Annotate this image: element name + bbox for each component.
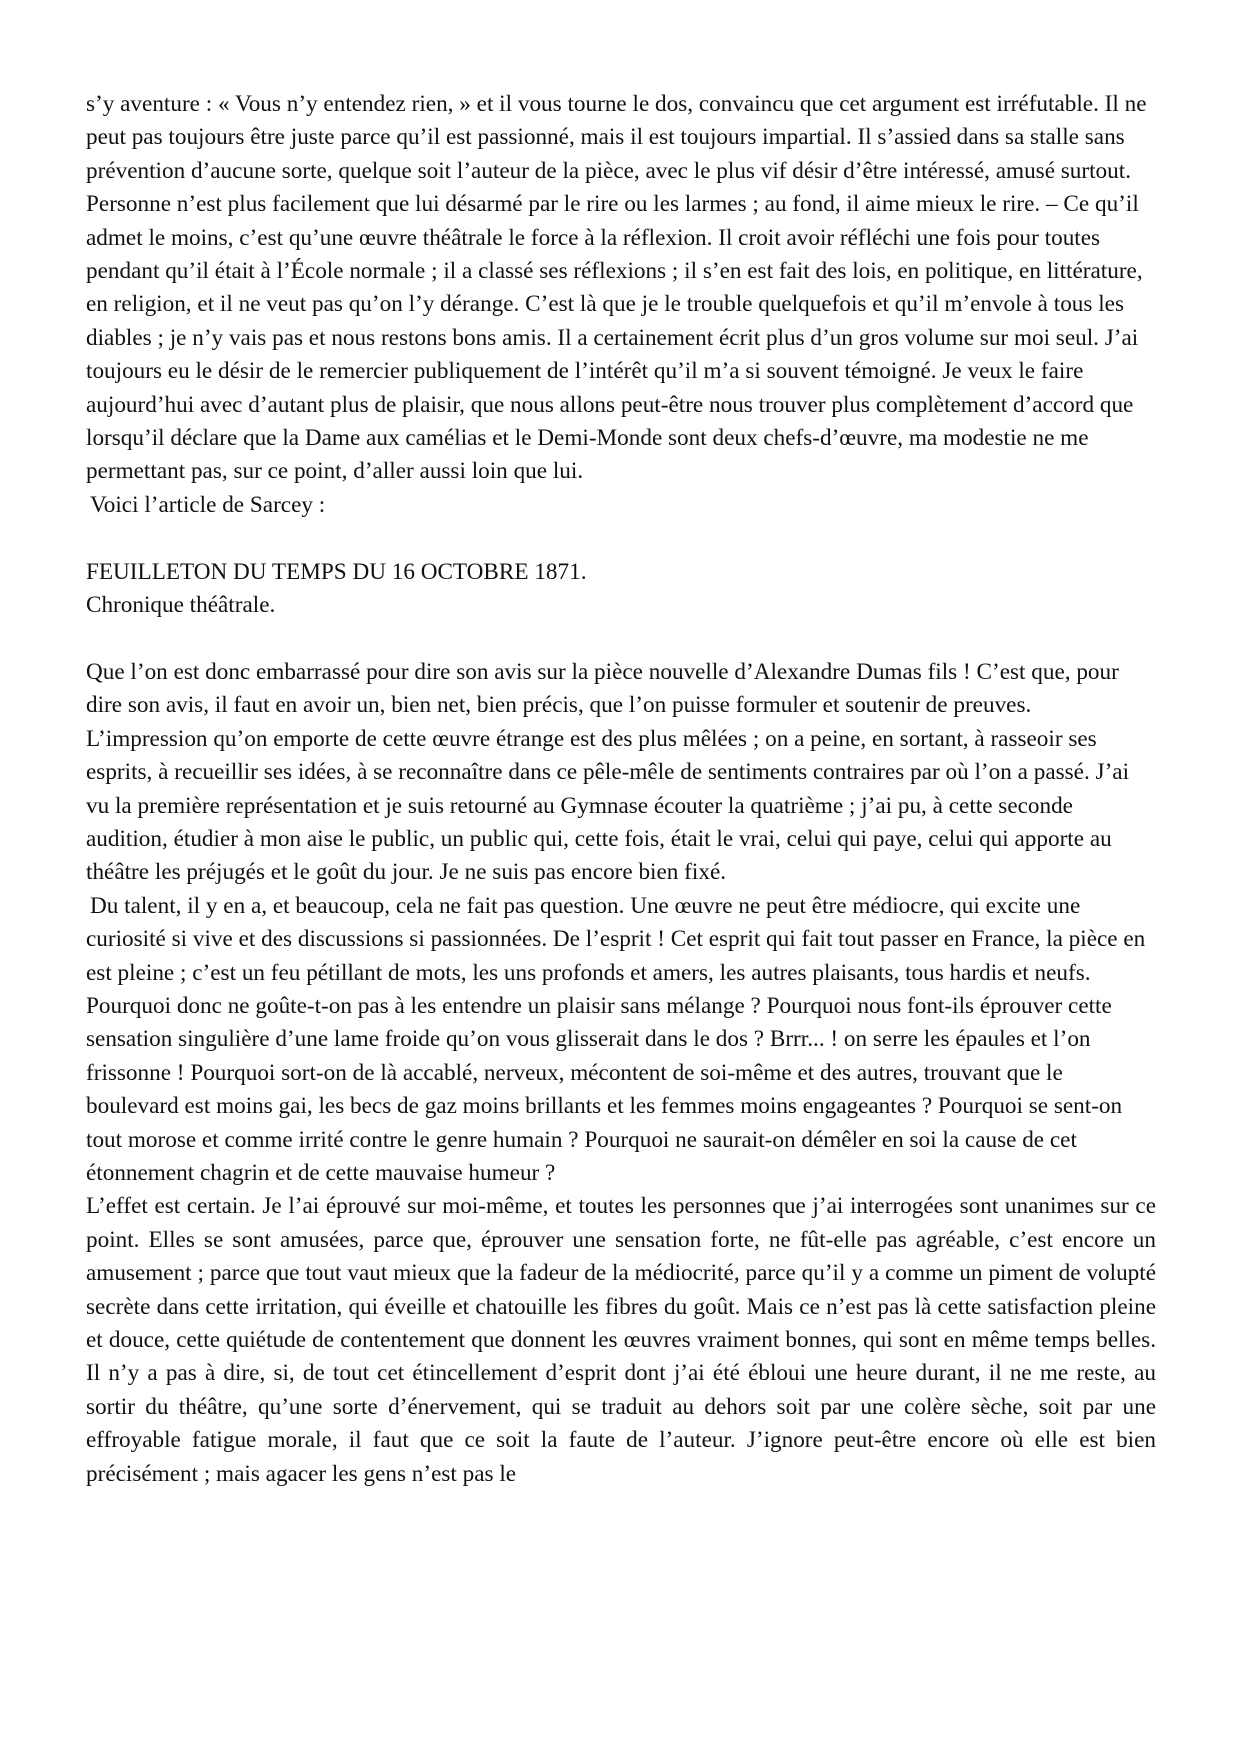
feuilleton-title: FEUILLETON DU TEMPS DU 16 OCTOBRE 1871. — [86, 558, 587, 585]
blank-line — [86, 622, 1156, 655]
body-paragraph: Du talent, il y en a, et beaucoup, cela ne fait pas question. Une œuvre ne peut être médiocre, qui excite une curiosité si vive et des discussions si passionnées. De l’esprit ! Cet esprit qui fait tout passer en France, la pièce en est pleine ; c’est un feu pétillant de mots, les uns profonds et amers, les autres plaisants, tous hardis et neufs. Pourquoi donc ne goûte-t-on pas à les entendre un plaisir sans mélange ? Pourquoi nous font-ils éprouver cette sensation singulière d’une lame froide qu’on vous glisserait dans le dos ? Brrr... ! on serre les épaules et l’on frissonne ! Pourquoi sort-on de là accablé, nerveux, mécontent de soi-même et des autres, trouvant que le boulevard est moins gai, les becs de gaz moins brillants et les femmes moins engageantes ? Pourquoi se sent-on tout morose et comme irrité contre le genre humain ? Pourquoi ne saurait-on démêler en soi la cause de cet étonnement chagrin et de cette mauvaise humeur ? — [86, 892, 1146, 1186]
document-page — [86, 88, 1156, 1491]
body-paragraph: L’effet est certain. Je l’ai éprouvé sur moi-même, et toutes les personnes que j’ai interrogées sont unanimes sur ce point. Elles se sont amusées, parce que, éprouver une sensation forte, ne fût-elle pas agréable, c’est encore un amusement ; parce que tout vaut mieux que la fadeur de la médiocrité, parce qu’il y a comme un piment de volupté secrète dans cette irritation, qui éveille et chatouille les fibres du goût. Mais ce n’est pas là cette satisfaction pleine et douce, cette quiétude de contentement que donnent les œuvres vraiment bonnes, qui sont en même temps belles. Il n’y a pas à dire, si, de tout cet étincellement d’esprit dont j’ai été ébloui une heure durant, il ne me reste, au sortir du théâtre, qu’une sorte d’énervement, qui se traduit au dehors soit par une colère sèche, soit par une effroyable fatigue morale, il faut que ce soit la faute de l’auteur. J’ignore peut-être encore où elle est bien précisément ; mais agacer les gens n’est pas le — [86, 1193, 1156, 1487]
body-paragraph: Que l’on est donc embarrassé pour dire son avis sur la pièce nouvelle d’Alexandre Dumas fils ! C’est que, pour dire son avis, il faut en avoir un, bien net, bien précis, que l’on puisse formuler et soutenir de preuves. L’impression qu’on emporte de cette œuvre étrange est des plus mêlées ; on a peine, en sortant, à rasseoir ses esprits, à recueillir ses idées, à se reconnaître dans ce pêle-mêle de sentiments contraires par où l’on a passé. J’ai vu la première représentation et je suis retourné au Gymnase écouter la quatrième ; j’ai pu, à cette seconde audition, étudier à mon aise le public, un public qui, cette fois, était le vrai, celui qui paye, celui qui apporte au théâtre les préjugés et le goût du jour. Je ne suis pas encore bien fixé. — [86, 658, 1130, 886]
intro-line: Voici l’article de Sarcey : — [90, 491, 326, 518]
intro-paragraph: s’y aventure : « Vous n’y entendez rien, » et il vous tourne le dos, convaincu que cet argument est irréfutable. Il ne peut pas toujours être juste parce qu’il est passionné, mais il est toujours impartial. Il s’assied dans sa stalle sans prévention d’aucune sorte, quelque soit l’auteur de la pièce, avec le plus vif désir d’être intéressé, amusé surtout. Personne n’est plus facilement que lui désarmé par le rire ou les larmes ; au fond, il aime mieux le rire. – Ce qu’il admet le moins, c’est qu’une œuvre théâtrale le force à la réflexion. Il croit avoir réfléchi une fois pour toutes pendant qu’il était à l’École normale ; il a classé ses réflexions ; il s’en est fait des lois, en politique, en littérature, en religion, et il ne veut pas qu’on l’y dérange. C’est là que je le trouble quelquefois et qu’il m’envole à tous les diables ; je n’y vais pas et nous restons bons amis. Il a certainement écrit plus d’un gros volume sur moi seul. J’ai toujours eu le désir de le remercier publiquement de l’intérêt qu’il m’a si souvent témoigné. Je veux le faire aujourd’hui avec d’autant plus de plaisir, que nous allons peut-être nous trouver plus complètement d’accord que lorsqu’il déclare que la Dame aux camélias et le Demi-Monde sont deux chefs-d’œuvre, ma modestie ne me permettant pas, sur ce point, d’aller aussi loin que lui. — [86, 91, 1147, 485]
blank-line — [86, 522, 1156, 555]
feuilleton-subtitle: Chronique théâtrale. — [86, 592, 276, 619]
